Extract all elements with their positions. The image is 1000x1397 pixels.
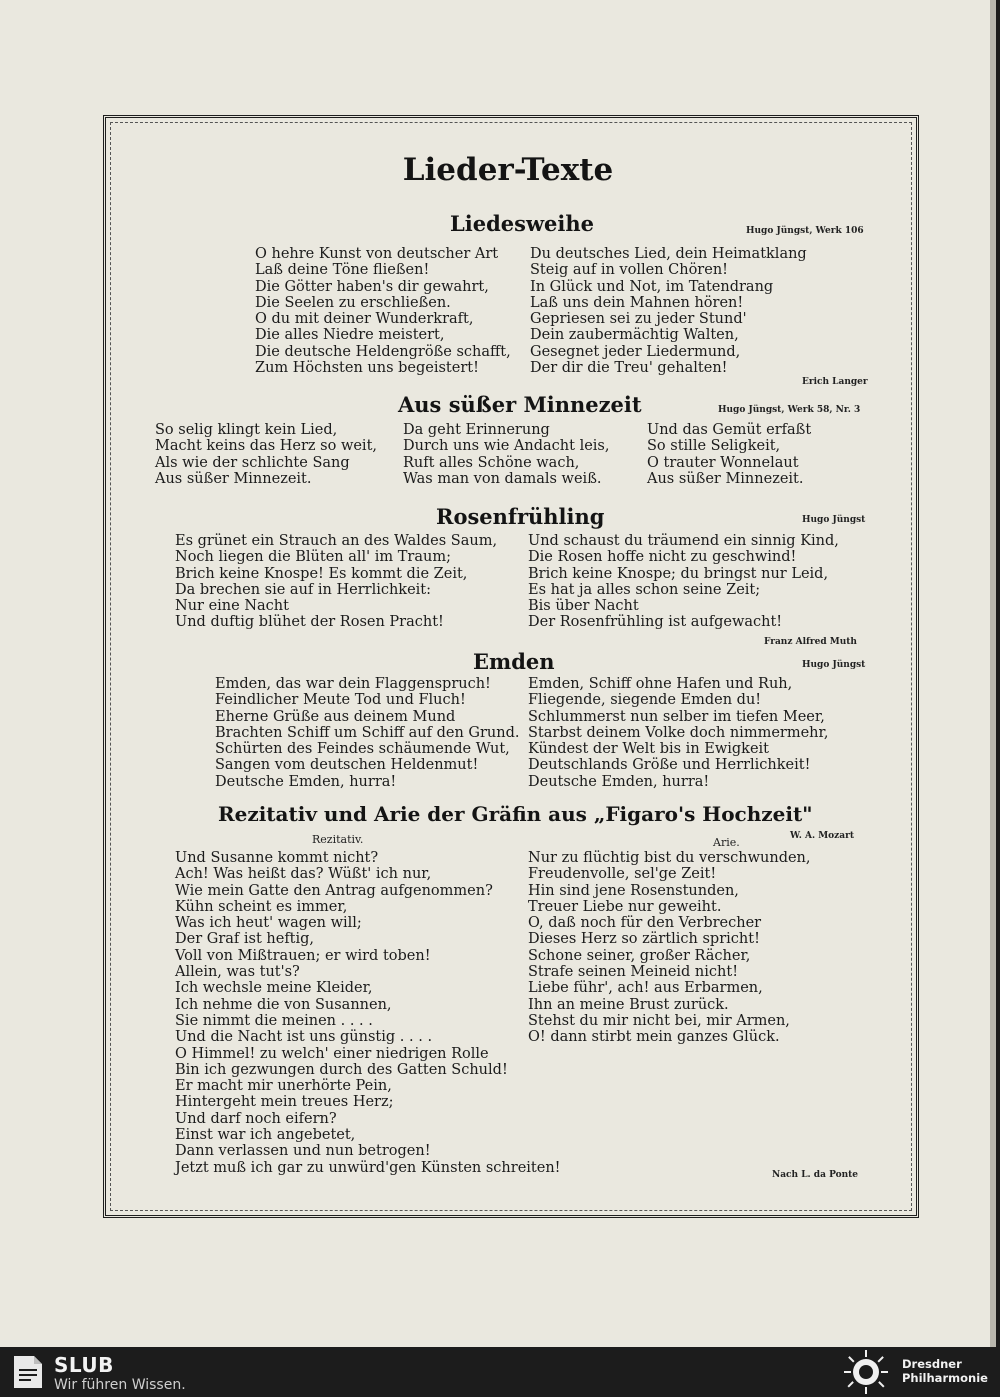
partner-name-line1: Dresdner: [902, 1357, 962, 1371]
partner-name: [902, 1357, 988, 1385]
composer-credit: W. A. Mozart: [790, 831, 855, 841]
poem-column-right: Du deutsches Lied, dein Heimatklang Steig auf in vollen Chören! In Glück und Not, im Tatendrang Laß uns dein Mahnen hören! Gepriesen sei zu jeder Stund' Dein zaubermächtig Walten, Gesegnet jeder Liedermund, Der dir die Treu' gehalten!: [530, 246, 807, 377]
section-heading-figaro: Rezitativ und Arie der Gräfin aus „Figaro's Hochzeit": [218, 802, 813, 826]
author-credit: Erich Langer: [802, 377, 868, 387]
section-heading-minnezeit: Aus süßer Minnezeit: [398, 392, 642, 417]
partner-name-line2: Philharmonie: [902, 1371, 988, 1385]
libretto-aria: Nur zu flüchtig bist du verschwunden, Freudenvolle, sel'ge Zeit! Hin sind jene Rosenstunden, Treuer Liebe nur geweiht. O, daß noch für den Verbrecher Dieses Herz so zärtlich spricht! Schone seiner, großer Rächer, Strafe seinen Meineid nicht! Liebe führ', ach! aus Erbarmen, Ihn an meine Brust zurück. Stehst du mir nicht bei, mir Armen, O! dann stirbt mein ganzes Glück.: [528, 850, 811, 1046]
section-heading-rosenfruehling: Rosenfrühling: [436, 504, 605, 529]
poem-column-left: Emden, das war dein Flaggenspruch! Feindlicher Meute Tod und Fluch! Eherne Grüße aus deinem Mund Brachten Schiff um Schiff auf den Grund. Schürten des Feindes schäumende Wut, Sangen vom deutschen Heldenmut! Deutsche Emden, hurra!: [215, 676, 520, 790]
poem-column-left: O hehre Kunst von deutscher Art Laß deine Töne fließen! Die Götter haben's dir gewahrt, Die Seelen zu erschließen. O du mit deiner Wunderkraft, Die alles Niedre meistert, Die deutsche Heldengröße schafft, Zum Höchsten uns begeistert!: [255, 246, 511, 377]
library-tagline: Wir führen Wissen.: [54, 1377, 186, 1393]
author-credit: Franz Alfred Muth: [764, 637, 857, 647]
footer-bar: [0, 1347, 1000, 1397]
composer-credit: Hugo Jüngst, Werk 58, Nr. 3: [718, 405, 861, 415]
poem-column-left: So selig klingt kein Lied, Macht keins das Herz so weit, Als wie der schlichte Sang Aus süßer Minnezeit.: [155, 422, 378, 487]
section-heading-liedesweihe: Liedesweihe: [450, 211, 595, 236]
author-credit: Nach L. da Ponte: [772, 1170, 859, 1180]
poem-column-right: Emden, Schiff ohne Hafen und Ruh, Fliegende, siegende Emden du! Schlummerst nun selber im tiefen Meer, Starbst deinem Volke doch nimmermehr, Kündest der Welt bis in Ewigkeit Deutschlands Größe und Herrlichkeit! Deutsche Emden, hurra!: [528, 676, 829, 790]
composer-credit: Hugo Jüngst: [802, 660, 866, 670]
composer-credit: Hugo Jüngst: [802, 515, 866, 525]
philharmonie-logo-icon: [842, 1349, 890, 1395]
poem-column-right: Und schaust du träumend ein sinnig Kind, Die Rosen hoffe nicht zu geschwind! Brich keine Knospe; du bringst nur Leid, Es hat ja alles schon seine Zeit; Bis über Nacht Der Rosenfrühling ist aufgewacht!: [528, 533, 839, 631]
subheading-rezitativ: Rezitativ.: [312, 833, 364, 846]
poem-column-left: Es grünet ein Strauch an des Waldes Saum, Noch liegen die Blüten all' im Traum; Brich keine Knospe! Es kommt die Zeit, Da brechen sie auf in Herrlichkeit: Nur eine Nacht Und duftig blühet der Rosen Pracht!: [175, 533, 498, 631]
poem-column-middle: Da geht Erinnerung Durch uns wie Andacht leis, Ruft alles Schöne wach, Was man von damals weiß.: [403, 422, 610, 487]
libretto-recitative: Und Susanne kommt nicht? Ach! Was heißt das? Wüßt' ich nur, Wie mein Gatte den Antrag aufgenommen? Kühn scheint es immer, Was ich heut' wagen will; Der Graf ist heftig, Voll von Mißtrauen; er wird toben! Allein, was tut's? Ich wechsle meine Kleider, Ich nehme die von Susannen, Sie nimmt die meinen . . . . Und die Nacht ist uns günstig . . . . O Himmel! zu welch' einer niedrigen Rolle Bin ich gezwungen durch des Gatten Schuld! Er macht mir unerhörte Pein, Hintergeht mein treues Herz; Und darf noch eifern? Einst war ich angebetet, Dann verlassen und nun betrogen! Jetzt muß ich gar zu unwürd'gen Künsten schreiten!: [175, 850, 561, 1176]
composer-credit: Hugo Jüngst, Werk 106: [746, 226, 864, 236]
library-name: SLUB: [54, 1353, 114, 1377]
poem-column-right: Und das Gemüt erfaßt So stille Seligkeit, O trauter Wonnelaut Aus süßer Minnezeit.: [647, 422, 812, 487]
slub-logo-icon: [8, 1352, 48, 1392]
section-heading-emden: Emden: [473, 649, 555, 674]
page-title: Lieder-Texte: [402, 152, 614, 188]
subheading-arie: Arie.: [713, 836, 740, 849]
